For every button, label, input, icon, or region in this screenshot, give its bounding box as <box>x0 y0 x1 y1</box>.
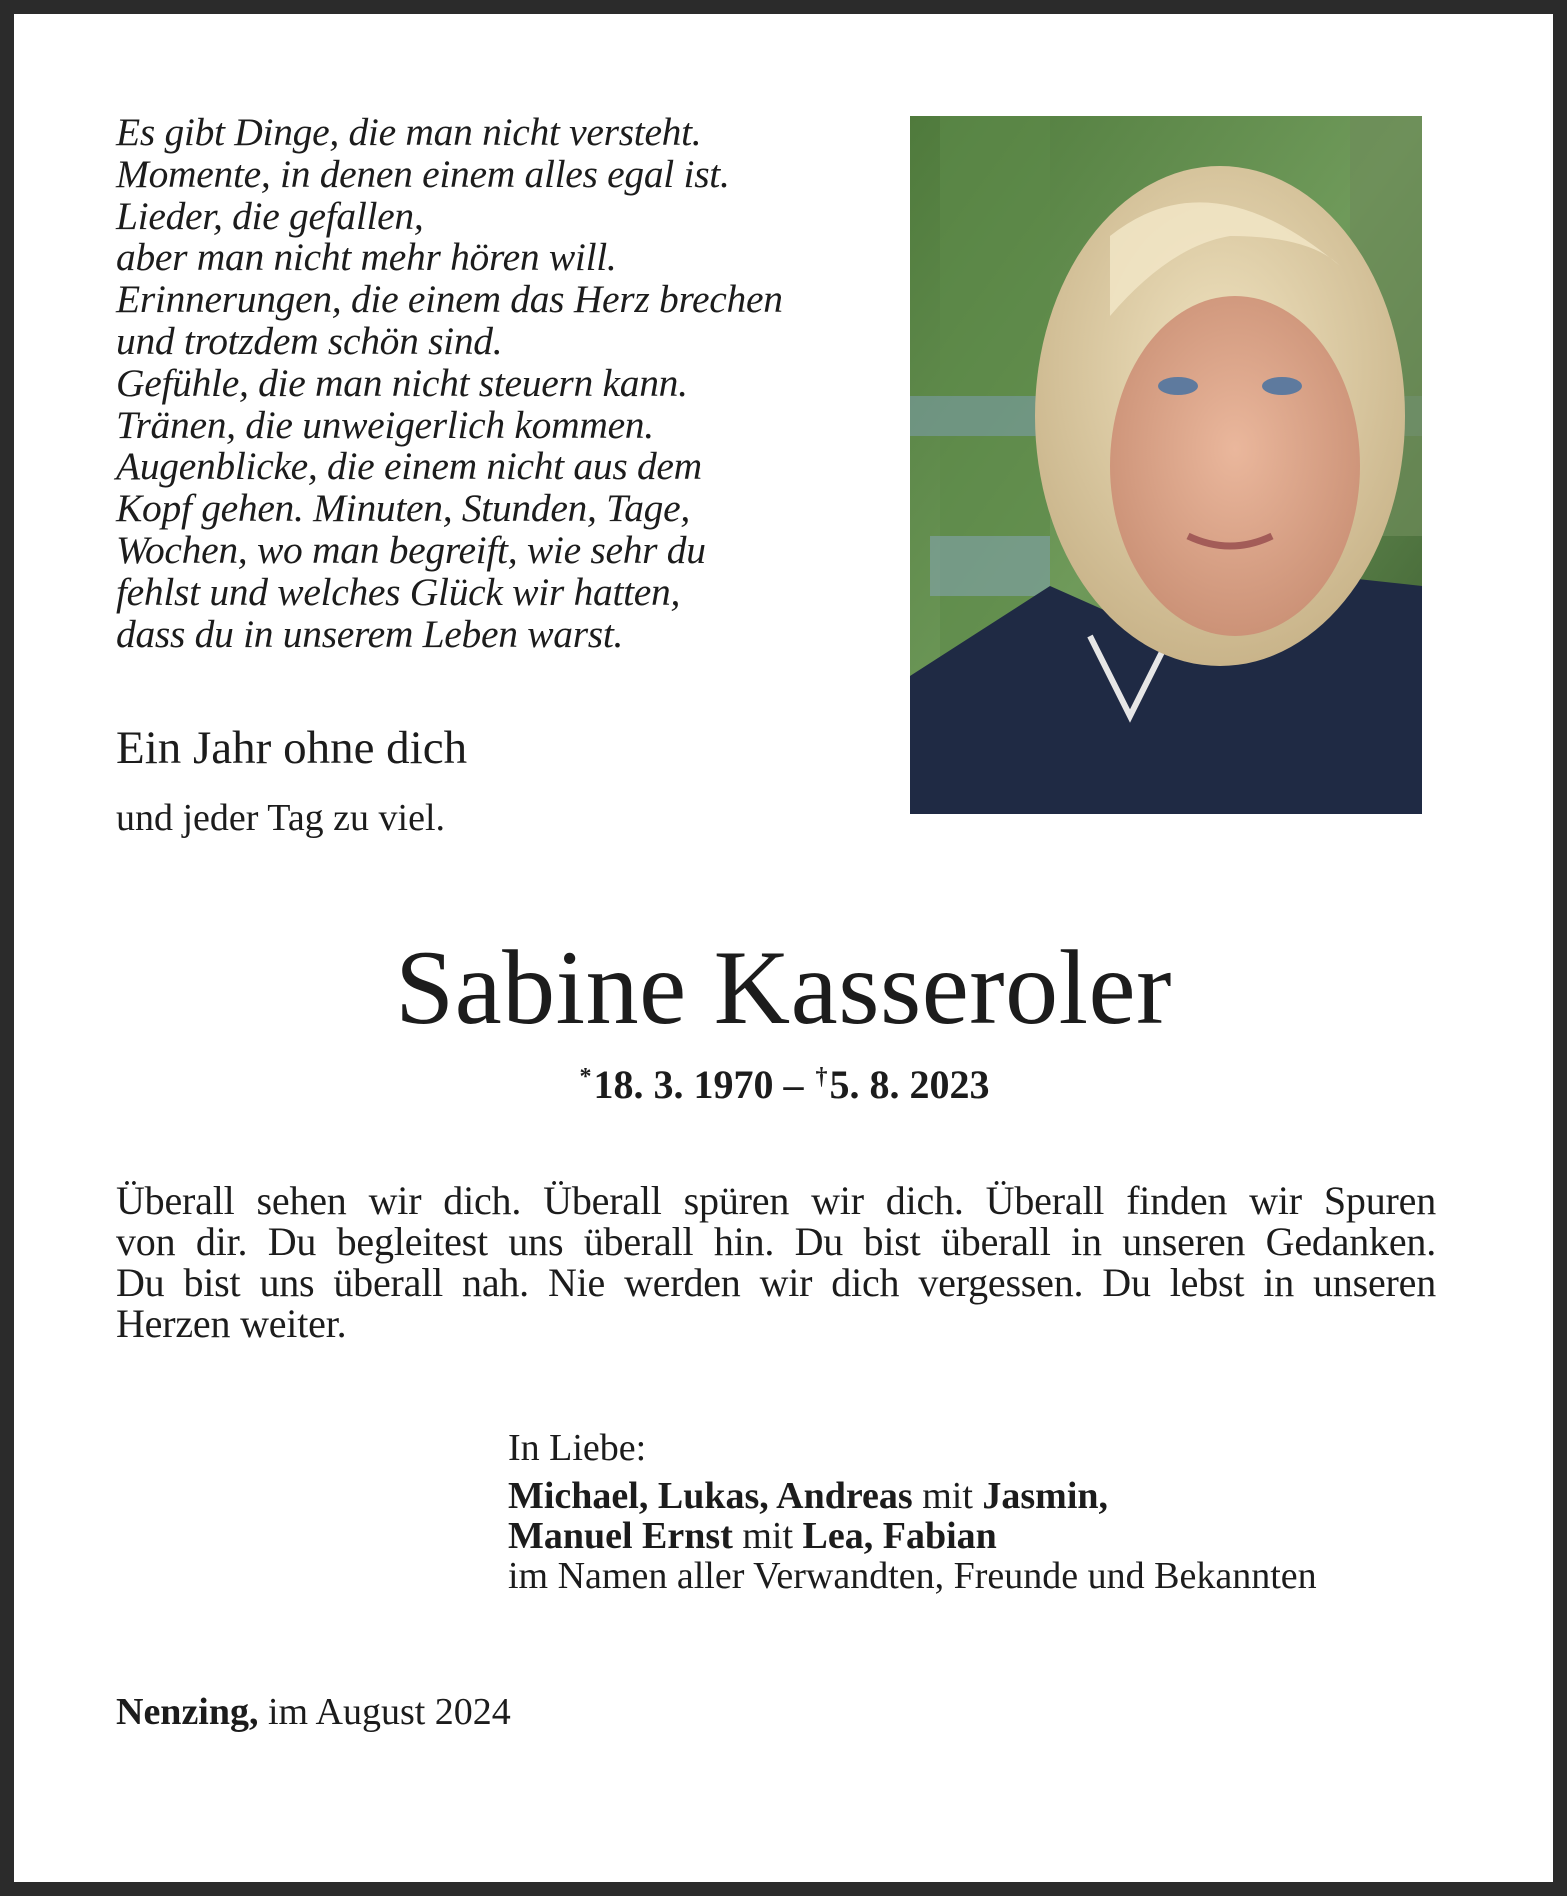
poem-line: Tränen, die unweigerlich kommen. <box>116 402 654 447</box>
mourner-names: Lea, Fabian <box>802 1515 997 1557</box>
life-dates <box>0 1053 1567 1109</box>
date-separator: – <box>783 1062 804 1107</box>
poem-line: aber man nicht mehr hören will. <box>116 235 617 280</box>
poem-line: Augenblicke, die einem nicht aus dem <box>116 444 702 489</box>
tribute-line: Du bist uns überall nah. Nie werden wir dich vergessen. Du lebst in unseren <box>116 1260 1436 1305</box>
portrait-photo-icon <box>910 116 1422 814</box>
location-month: im August 2024 <box>258 1691 511 1733</box>
poem-line: dass du in unserem Leben warst. <box>116 611 624 656</box>
tribute-line: von dir. Du begleitest uns überall hin. Du bist überall in unseren Gedanken. <box>116 1219 1436 1264</box>
location-place: Nenzing, <box>116 1691 259 1733</box>
memorial-poem <box>116 112 816 655</box>
mourner-connector: mit <box>732 1515 803 1557</box>
mourner-connector: mit <box>912 1475 983 1517</box>
tribute-line: Herzen weiter. <box>116 1301 347 1346</box>
signoff-intro: In Liebe: <box>508 1427 647 1469</box>
death-symbol: † <box>815 1064 828 1090</box>
mourner-names: Michael, Lukas, Andreas <box>508 1475 913 1517</box>
deceased-name: Sabine Kasseroler <box>395 929 1172 1046</box>
poem-line: Kopf gehen. Minuten, Stunden, Tage, <box>116 486 690 531</box>
tribute-text <box>116 1180 1436 1344</box>
poem-line: Gefühle, die man nicht steuern kann. <box>116 360 688 405</box>
portrait-photo <box>910 116 1422 814</box>
anniversary-subline: und jeder Tag zu viel. <box>116 797 446 839</box>
poem-line: und trotzdem schön sind. <box>116 318 503 363</box>
poem-line: Wochen, wo man begreift, wie sehr du <box>116 527 706 572</box>
anniversary-headline: Ein Jahr ohne dich <box>116 722 468 774</box>
poem-line: Lieder, die gefallen, <box>116 193 424 238</box>
location-date <box>116 1690 511 1734</box>
mourner-names: Manuel Ernst <box>508 1515 733 1557</box>
tribute-line: Überall sehen wir dich. Überall spüren wir dich. Überall finden wir Spuren <box>116 1178 1436 1223</box>
signoff-block <box>508 1428 1317 1596</box>
mourners-extended: im Namen aller Verwandten, Freunde und Bekannten <box>508 1555 1317 1597</box>
death-date: 5. 8. 2023 <box>829 1062 990 1107</box>
birth-symbol: * <box>579 1064 592 1090</box>
poem-line: fehlst und welches Glück wir hatten, <box>116 569 681 614</box>
poem-line: Momente, in denen einem alles egal ist. <box>116 151 730 196</box>
birth-date: 18. 3. 1970 <box>593 1062 774 1107</box>
poem-line: Erinnerungen, die einem das Herz brechen <box>116 277 783 322</box>
poem-line: Es gibt Dinge, die man nicht versteht. <box>116 110 702 154</box>
mourners-row <box>508 1476 1317 1516</box>
mourner-names: Jasmin, <box>982 1475 1109 1517</box>
mourners-row <box>508 1516 1317 1556</box>
